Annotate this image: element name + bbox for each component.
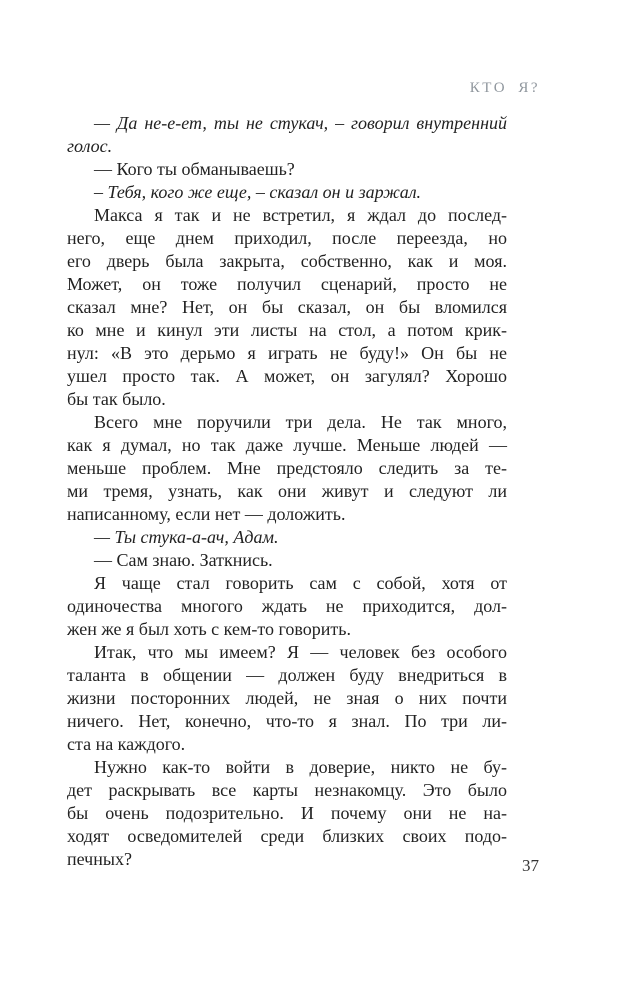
text-line: дет раскрывать все карты незнакомцу. Это было	[67, 780, 507, 800]
text-line: Может, он тоже получил сценарий, просто не	[67, 274, 507, 294]
text-line: ста на каждого.	[67, 734, 186, 754]
text-line: нул: «В это дерьмо я играть не буду!» Он бы не	[67, 343, 507, 363]
text-line: бы очень подозрительно. И почему они не на-	[67, 803, 507, 823]
text-line: Нужно как-то войти в доверие, никто не бу-	[94, 757, 507, 777]
text-line: сказал мне? Нет, он бы сказал, он бы вломился	[67, 297, 507, 317]
page-number: 37	[522, 856, 539, 875]
text-line: меньше проблем. Мне предстояло следить за те-	[67, 458, 507, 478]
paragraph	[67, 112, 507, 158]
text-block	[67, 112, 507, 871]
text-line: — Ты стука-а-ач, Адам.	[94, 527, 279, 547]
text-line: печных?	[67, 849, 132, 869]
text-line: жизни посторонних людей, не зная о них почти	[67, 688, 507, 708]
text-line: Макса я так и не встретил, я ждал до послед-	[94, 205, 507, 225]
text-line: голос.	[67, 136, 113, 156]
text-line: жен же я был хоть с кем-то говорить.	[67, 619, 351, 639]
paragraph	[67, 526, 507, 549]
paragraph	[67, 181, 507, 204]
paragraph	[67, 756, 507, 871]
text-line: ушел просто так. А может, он загулял? Хорошо	[67, 366, 507, 386]
text-line: его дверь была закрыта, собственно, как и моя.	[67, 251, 507, 271]
text-line: таланта в общении — должен буду внедриться в	[67, 665, 507, 685]
text-line: ходят осведомителей среди близких своих подо-	[67, 826, 507, 846]
text-line: — Кого ты обманываешь?	[94, 159, 295, 179]
text-line: него, еще днем приходил, после переезда, но	[67, 228, 507, 248]
paragraph	[67, 411, 507, 526]
text-line: ко мне и кинул эти листы на стол, а потом крик-	[67, 320, 507, 340]
text-line: Итак, что мы имеем? Я — человек без особого	[94, 642, 507, 662]
paragraph	[67, 204, 507, 411]
text-line: Я чаще стал говорить сам с собой, хотя от	[94, 573, 507, 593]
text-line: — Да не-е-ет, ты не стукач, – говорил внутренний	[94, 113, 507, 133]
text-line: ничего. Нет, конечно, что-то я знал. По три ли-	[67, 711, 507, 731]
text-line: как я думал, но так даже лучше. Меньше людей —	[67, 435, 507, 455]
paragraph	[67, 158, 507, 181]
text-line: написанному, если нет — доложить.	[67, 504, 346, 524]
paragraph	[67, 641, 507, 756]
text-line: ми тремя, узнать, как они живут и следуют ли	[67, 481, 507, 501]
text-line: — Сам знаю. Заткнись.	[94, 550, 273, 570]
text-line: бы так было.	[67, 389, 166, 409]
paragraph	[67, 549, 507, 572]
text-line: Всего мне поручили три дела. Не так много,	[94, 412, 507, 432]
running-head: КТО Я?	[469, 80, 540, 96]
text-line: одиночества многого ждать не приходится, дол-	[67, 596, 507, 616]
paragraph	[67, 572, 507, 641]
text-line: – Тебя, кого же еще, – сказал он и заржал.	[94, 182, 422, 202]
